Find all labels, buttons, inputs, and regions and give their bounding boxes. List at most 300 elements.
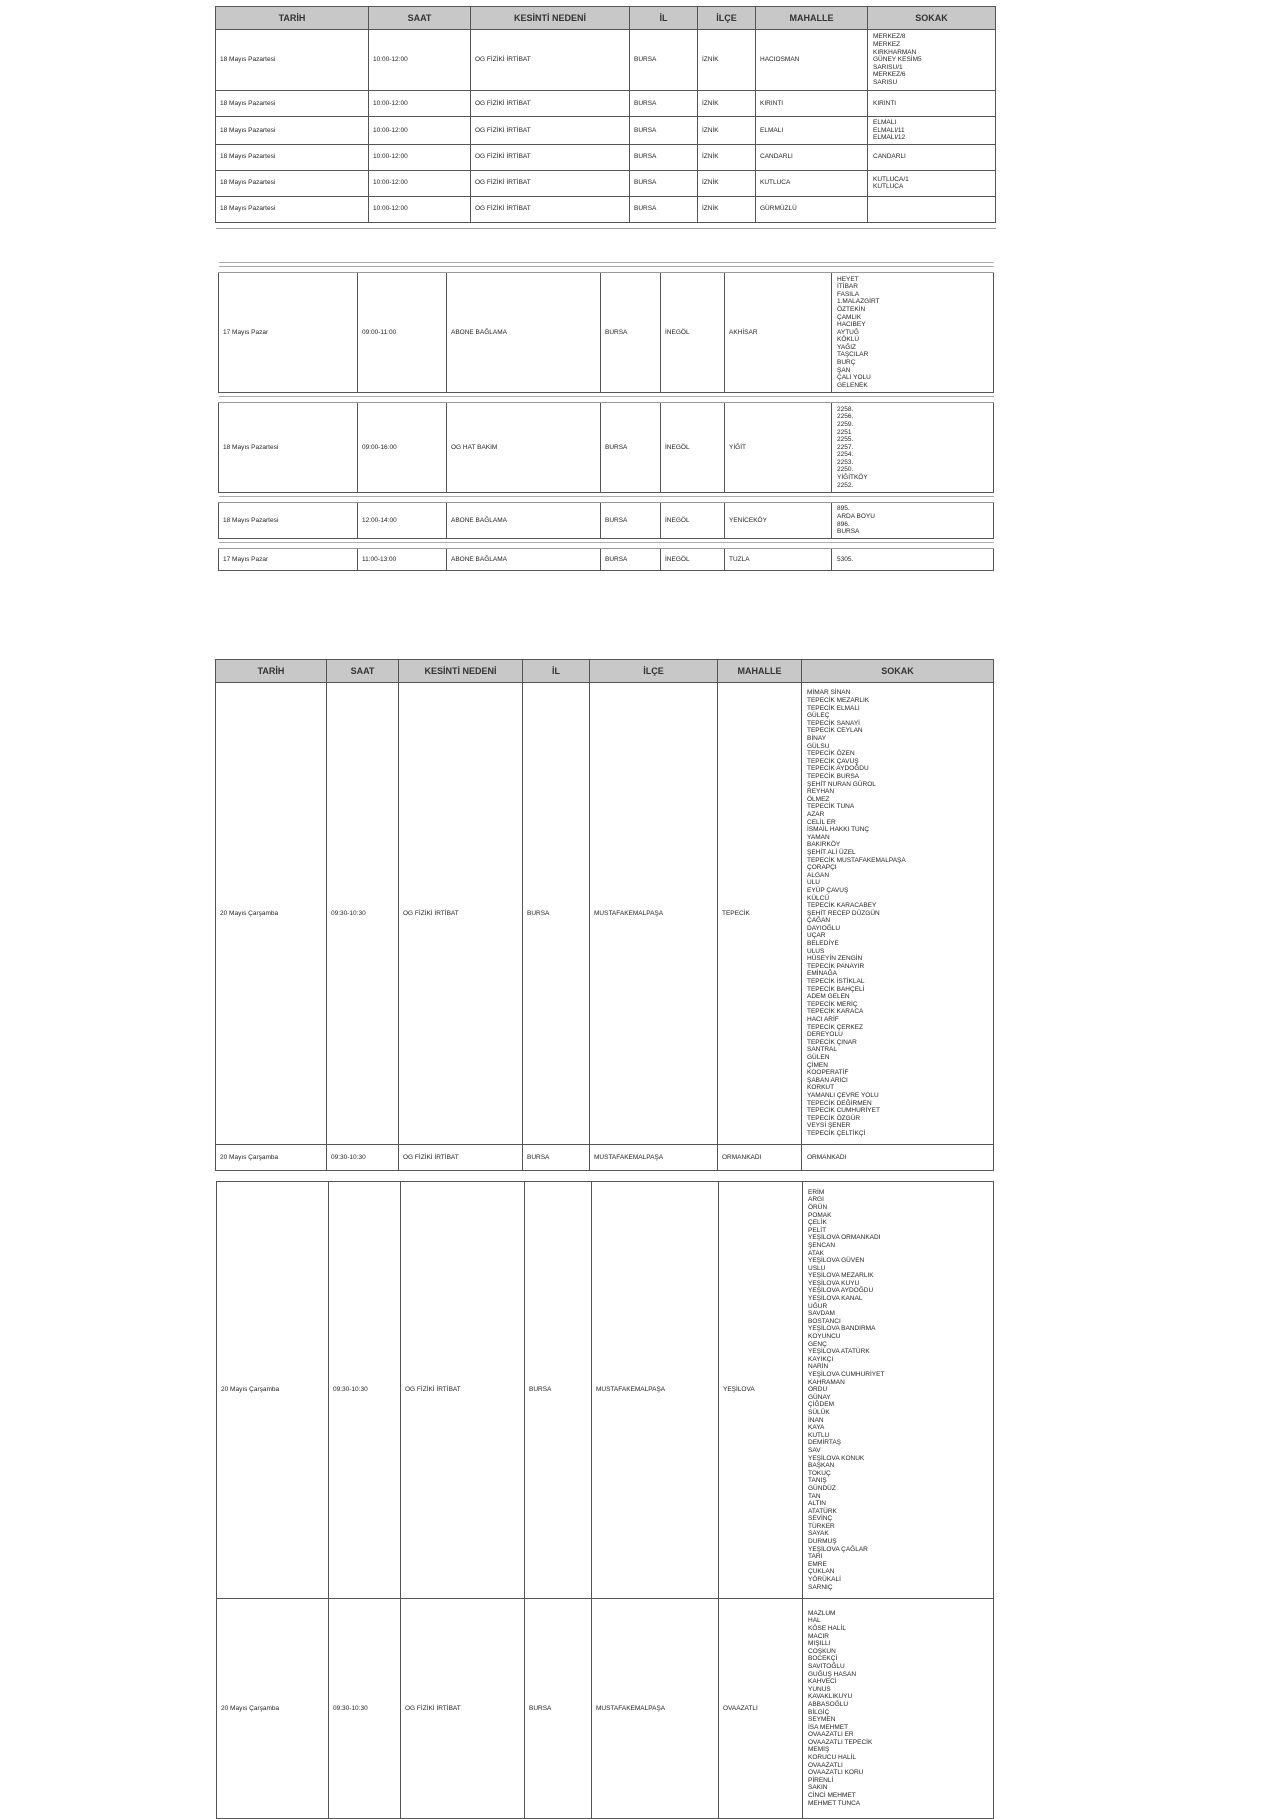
outage-table-2 — [218, 262, 994, 571]
street-name: GÜLSU — [807, 742, 830, 750]
table-row — [216, 117, 996, 145]
street-name: ALGAN — [807, 871, 830, 879]
street-name: KÜLCÜ — [807, 894, 830, 902]
street-name: SARISU/1 — [873, 63, 903, 71]
street-name: BURÇ — [837, 359, 856, 367]
district-cell: MUSTAFAKEMALPAŞA — [592, 1599, 719, 1819]
street-cell — [803, 1182, 994, 1599]
time-cell: 09:00-11:00 — [358, 273, 447, 393]
time-cell: 12:00-14:00 — [358, 503, 447, 539]
street-name: KUTLUCA/1 — [873, 175, 909, 183]
time-cell: 10:00-12:00 — [369, 91, 471, 117]
district-cell: İZNİK — [698, 196, 756, 222]
table-row — [216, 683, 994, 1145]
street-name: ŞEHİT RECEP DÜZGÜN — [807, 909, 880, 917]
street-name: MACIR — [808, 1632, 829, 1640]
street-name: ORDU — [808, 1386, 828, 1394]
time-cell: 10:00-12:00 — [369, 196, 471, 222]
time-cell: 10:00-12:00 — [369, 144, 471, 170]
street-name: GELENEK — [837, 381, 868, 389]
street-name: KOYUNCU — [808, 1333, 841, 1341]
street-name: OVAAZATLI TEPECİK — [808, 1738, 873, 1746]
table-row — [216, 91, 996, 117]
street-cell — [868, 30, 996, 91]
time-cell: 10:00-12:00 — [369, 117, 471, 145]
street-name: MERKEZ/8 — [873, 33, 906, 41]
street-name: 896. — [837, 520, 850, 528]
column-header: İLÇE — [590, 660, 718, 683]
reason-cell: OG HAT BAKIM — [447, 403, 601, 493]
reason-cell: OG FİZİKİ İRTİBAT — [471, 91, 630, 117]
reason-cell: OG FİZİKİ İRTİBAT — [401, 1182, 525, 1599]
street-name: TEPECİK ÖZEN — [807, 750, 855, 758]
province-cell: BURSA — [525, 1182, 592, 1599]
time-cell: 09:30-10:30 — [329, 1182, 401, 1599]
table-row — [216, 170, 996, 196]
street-name: BOSTANCI — [808, 1317, 841, 1325]
street-name: TAN — [808, 1492, 821, 1500]
street-name: HACIBEY — [837, 321, 866, 329]
street-name: CANDARLI — [873, 153, 906, 161]
street-name: 2256. — [837, 413, 854, 421]
reason-cell: OG FİZİKİ İRTİBAT — [471, 170, 630, 196]
district-cell: İZNİK — [698, 170, 756, 196]
district-cell: İNEGÖL — [661, 273, 725, 393]
street-name: ÇİMEN — [807, 1061, 828, 1069]
street-name: 2251 — [837, 428, 852, 436]
street-name: 1.MALAZGİRT — [837, 298, 880, 306]
street-name: BURSA — [837, 528, 860, 536]
street-name: YEŞİLOVA GÜVEN — [808, 1257, 865, 1265]
column-header: SAAT — [327, 660, 399, 683]
street-name: TÜRKER — [808, 1522, 835, 1530]
street-name: YEŞİLOVA CUMHURİYET — [808, 1371, 885, 1379]
street-cell — [832, 403, 994, 493]
street-name: FASILA — [837, 290, 860, 298]
table-row — [219, 273, 994, 393]
street-name: ORMANKADI — [807, 1153, 847, 1161]
street-name: ÇUKLAN — [808, 1568, 835, 1576]
street-name: SAYAK — [808, 1530, 829, 1538]
street-name: HÜSEYİN ZENGİN — [807, 955, 863, 963]
street-name: SEVİNÇ — [808, 1515, 833, 1523]
street-name: 2259. — [837, 420, 854, 428]
street-name: OVAAZATLI — [808, 1761, 843, 1769]
table-row — [216, 1145, 994, 1171]
neighborhood-cell: KUTLUCA — [756, 170, 868, 196]
reason-cell: OG FİZİKİ İRTİBAT — [471, 30, 630, 91]
street-name: ŞABAN ARICI — [807, 1076, 848, 1084]
district-cell: MUSTAFAKEMALPAŞA — [592, 1182, 719, 1599]
street-name: HAL — [808, 1617, 821, 1625]
street-name: AYTUĞ — [837, 328, 859, 336]
street-name: UĞUR — [808, 1302, 828, 1310]
outage-table-1 — [215, 6, 996, 229]
street-name: GÜLEÇ — [807, 712, 830, 720]
neighborhood-cell: YEŞİLOVA — [719, 1182, 803, 1599]
street-name: GÜNDÜZ — [808, 1484, 836, 1492]
district-cell: İNEGÖL — [661, 403, 725, 493]
street-name: EMİNAĞA — [807, 970, 837, 978]
street-name: BİNAY — [807, 735, 827, 743]
street-name: YEŞİLOVA ÇAĞLAR — [808, 1545, 868, 1553]
street-name: DAYIOĞLU — [807, 924, 841, 932]
street-cell — [803, 1599, 994, 1819]
street-name: YEŞİLOVA BANDIRMA — [808, 1325, 876, 1333]
neighborhood-cell: ORMANKADI — [718, 1145, 802, 1171]
street-name: SAKIN — [808, 1784, 828, 1792]
street-name: MIŞILLI — [808, 1640, 831, 1648]
street-name: TEPECİK CUMHURİYET — [807, 1107, 880, 1115]
time-cell: 10:00-12:00 — [369, 170, 471, 196]
street-name: YÖRÜKALİ — [808, 1576, 841, 1584]
table-row — [216, 144, 996, 170]
reason-cell: ABONE BAĞLAMA — [447, 273, 601, 393]
neighborhood-cell: AKHİSAR — [725, 273, 832, 393]
street-name: TEPECİK PANAYIR — [807, 962, 865, 970]
district-cell: İZNİK — [698, 30, 756, 91]
street-name: TEPECİK DEĞİRMEN — [807, 1099, 872, 1107]
time-cell: 09:30-10:30 — [329, 1599, 401, 1819]
date-cell: 18 Mayıs Pazartesi — [216, 170, 369, 196]
street-name: YEŞİLOVA MEZARLIK — [808, 1272, 874, 1280]
street-name: ADEM GELEN — [807, 993, 850, 1001]
street-name: KAYIKÇI — [808, 1355, 834, 1363]
street-name: TEPECİK ÇELTİKÇİ — [807, 1129, 866, 1137]
time-cell: 11:00-13:00 — [358, 549, 447, 571]
reason-cell: OG FİZİKİ İRTİBAT — [471, 117, 630, 145]
street-name: BİLGİÇ — [808, 1708, 830, 1716]
street-name: SÜLÜK — [808, 1408, 830, 1416]
street-name: TEPECİK AYDOĞDU — [807, 765, 869, 773]
street-cell — [868, 91, 996, 117]
province-cell: BURSA — [601, 549, 661, 571]
header-row — [216, 7, 996, 30]
street-name: İSA MEHMET — [808, 1723, 849, 1731]
reason-cell: OG FİZİKİ İRTİBAT — [471, 196, 630, 222]
street-cell — [802, 1145, 994, 1171]
street-name: TEPECİK MEZARLIK — [807, 697, 870, 705]
street-cell — [868, 117, 996, 145]
street-name: PELİT — [808, 1226, 827, 1234]
date-cell: 17 Mayıs Pazar — [219, 273, 358, 393]
street-name: AZAR — [807, 810, 825, 818]
date-cell: 20 Mayıs Çarşamba — [217, 1182, 329, 1599]
date-cell: 18 Mayıs Pazartesi — [216, 144, 369, 170]
street-name: KIRINTI — [873, 99, 897, 107]
street-name: İTİBAR — [837, 283, 858, 291]
neighborhood-cell: OVAAZATLI — [719, 1599, 803, 1819]
street-name: TEPECİK ÖZGÜR — [807, 1114, 861, 1122]
district-cell: İZNİK — [698, 144, 756, 170]
street-name: 2250. — [837, 466, 854, 474]
street-name: MEMİŞ — [808, 1746, 830, 1754]
street-name: ŞAN — [837, 366, 851, 374]
street-name: ULU — [807, 879, 821, 887]
reason-cell: OG FİZİKİ İRTİBAT — [401, 1599, 525, 1819]
street-name: MİMAR SİNAN — [807, 689, 851, 697]
street-name: CELİL ER — [807, 818, 836, 826]
street-name: ATATÜRK — [808, 1507, 837, 1515]
column-header: KESİNTİ NEDENİ — [399, 660, 523, 683]
street-name: TEPECİK CEYLAN — [807, 727, 863, 735]
street-name: YUNUS — [808, 1685, 831, 1693]
neighborhood-cell: YİĞİT — [725, 403, 832, 493]
time-cell: 09:30-10:30 — [327, 1145, 399, 1171]
neighborhood-cell: YENİCEKÖY — [725, 503, 832, 539]
street-name: ALTIN — [808, 1500, 826, 1508]
neighborhood-cell: HACIOSMAN — [756, 30, 868, 91]
street-name: CİNCİ MEHMET — [808, 1792, 856, 1800]
street-name: KAYA — [808, 1424, 825, 1432]
street-name: VEYSİ ŞENER — [807, 1122, 851, 1130]
street-name: 5305. — [837, 555, 854, 563]
street-name: BOCEKÇİ — [808, 1655, 838, 1663]
street-cell — [832, 503, 994, 539]
street-name: BELEDİYE — [807, 940, 839, 948]
column-header: TARİH — [216, 660, 327, 683]
column-header: SOKAK — [802, 660, 994, 683]
street-name: TEPECİK ÇINAR — [807, 1038, 857, 1046]
street-name: TEPECİK ELMALI — [807, 704, 860, 712]
table-row — [219, 403, 994, 493]
street-name: TARI — [808, 1553, 823, 1561]
province-cell: BURSA — [630, 91, 698, 117]
district-cell: İNEGÖL — [661, 503, 725, 539]
reason-cell: OG FİZİKİ İRTİBAT — [399, 683, 523, 1145]
street-name: TEPECİK ÇAVUŞ — [807, 757, 859, 765]
header-row — [216, 660, 994, 683]
street-name: KIRKHARMAN — [873, 48, 917, 56]
street-name: OVAAZATLI ER — [808, 1731, 854, 1739]
street-name: GÜLEN — [807, 1053, 830, 1061]
separator-row — [216, 222, 996, 228]
street-name: ÖRÜN — [808, 1203, 828, 1211]
street-name: KORKUT — [807, 1084, 835, 1092]
street-name: SAVIТOĞLU — [808, 1662, 845, 1670]
district-cell: İZNİK — [698, 117, 756, 145]
street-name: GUĞUŞ HASAN — [808, 1670, 857, 1678]
street-name: TANIŞ — [808, 1477, 827, 1485]
province-cell: BURSA — [630, 117, 698, 145]
street-name: ARGI — [808, 1196, 824, 1204]
street-name: TEPECİK KARACABEY — [807, 902, 877, 910]
street-name: GÜNEY KESİM5 — [873, 56, 922, 64]
street-name: KAVAKLIKUYU — [808, 1693, 853, 1701]
street-cell — [832, 273, 994, 393]
street-name: SAVDAM — [808, 1310, 835, 1318]
street-name: ABBASOĞLU — [808, 1700, 849, 1708]
street-name: REYHAN — [807, 788, 835, 796]
outage-table-4 — [216, 1181, 994, 1819]
street-name: SANTRAL — [807, 1046, 837, 1054]
column-header: İL — [630, 7, 698, 30]
neighborhood-cell: CANDARLI — [756, 144, 868, 170]
province-cell: BURSA — [601, 403, 661, 493]
reason-cell: OG FİZİKİ İRTİBAT — [471, 144, 630, 170]
date-cell: 18 Mayıs Pazartesi — [216, 196, 369, 222]
street-name: OVAAZATLI KORU — [808, 1769, 864, 1777]
time-cell: 09:00-16:00 — [358, 403, 447, 493]
date-cell: 20 Mayıs Çarşamba — [216, 1145, 327, 1171]
street-cell — [832, 549, 994, 571]
street-name: MERKEZ/6 — [873, 71, 906, 79]
street-name: KÖSE HALİL — [808, 1624, 846, 1632]
street-name: TEPECİK İSTİKLAL — [807, 978, 865, 986]
street-name: TEPECİK SANAYİ — [807, 719, 860, 727]
street-name: SARNIÇ — [808, 1583, 833, 1591]
street-name: HACI ARİF — [807, 1016, 839, 1024]
street-name: SAV — [808, 1446, 821, 1454]
table-row — [219, 503, 994, 539]
street-name: NARİN — [808, 1363, 829, 1371]
street-name: YAMAN — [807, 833, 830, 841]
province-cell: BURSA — [525, 1599, 592, 1819]
street-name: BAŞKAN — [808, 1462, 835, 1470]
table-row — [217, 1182, 994, 1599]
street-name: ŞENCAN — [808, 1241, 836, 1249]
province-cell: BURSA — [630, 196, 698, 222]
street-name: YEŞİLOVA KUYU — [808, 1279, 860, 1287]
street-cell — [868, 196, 996, 222]
street-name: YİĞİTKÖY — [837, 474, 868, 482]
date-cell: 20 Mayıs Çarşamba — [217, 1599, 329, 1819]
neighborhood-cell: TUZLA — [725, 549, 832, 571]
street-name: KAHVECİ — [808, 1678, 837, 1686]
street-name: İNAN — [808, 1416, 824, 1424]
street-name: ÖZTEKİN — [837, 305, 866, 313]
street-name: TOKUÇ — [808, 1469, 831, 1477]
street-name: PİRENLİ — [808, 1776, 834, 1784]
time-cell: 10:00-12:00 — [369, 30, 471, 91]
reason-cell: ABONE BAĞLAMA — [447, 503, 601, 539]
street-name: YAMANLI ÇEVRE YOLU — [807, 1091, 879, 1099]
street-name: EMRE — [808, 1560, 827, 1568]
outage-table-3 — [215, 659, 994, 1171]
street-name: 2255. — [837, 436, 854, 444]
street-cell — [802, 683, 994, 1145]
street-name: EYÜP ÇAVUŞ — [807, 886, 849, 894]
district-cell: İZNİK — [698, 91, 756, 117]
column-header: MAHALLE — [718, 660, 802, 683]
street-name: COŞKUN — [808, 1647, 836, 1655]
street-name: 2252. — [837, 481, 854, 489]
street-name: YEŞİLOVA KONUK — [808, 1454, 865, 1462]
street-name: MEHMET TUNCA — [808, 1799, 861, 1807]
district-cell: MUSTAFAKEMALPAŞA — [590, 1145, 718, 1171]
street-name: TEPECİK BURSA — [807, 773, 860, 781]
street-name: ERİM — [808, 1188, 825, 1196]
street-name: 2257. — [837, 443, 854, 451]
province-cell: BURSA — [630, 170, 698, 196]
street-name: KAHRAMAN — [808, 1378, 845, 1386]
date-cell: 18 Mayıs Pazartesi — [219, 403, 358, 493]
street-name: 2258. — [837, 405, 854, 413]
street-name: TAŞCILAR — [837, 351, 869, 359]
street-name: ELMALI/11 — [873, 126, 905, 134]
street-name: 2253. — [837, 458, 854, 466]
street-name: GENÇ — [808, 1340, 827, 1348]
street-name: YEŞİLOVA ORMANKADI — [808, 1234, 881, 1242]
date-cell: 18 Mayıs Pazartesi — [216, 30, 369, 91]
neighborhood-cell: KIRINTI — [756, 91, 868, 117]
street-name: ELMALI/12 — [873, 134, 906, 142]
table-row — [219, 549, 994, 571]
street-name: ÇORAPÇI — [807, 864, 837, 872]
date-cell: 18 Mayıs Pazartesi — [216, 117, 369, 145]
street-name: HEYET — [837, 275, 859, 283]
street-name: KÖKLÜ — [837, 336, 860, 344]
street-name: ELMALI — [873, 119, 897, 126]
neighborhood-cell: TEPECİK — [718, 683, 802, 1145]
street-name: MAZLUM — [808, 1609, 836, 1617]
column-header: TARİH — [216, 7, 369, 30]
column-header: İLÇE — [698, 7, 756, 30]
street-name: KUTLUCA — [873, 183, 904, 191]
street-name: 2254. — [837, 451, 854, 459]
street-name: TEPECİK TUNA — [807, 803, 855, 811]
date-cell: 17 Mayıs Pazar — [219, 549, 358, 571]
street-cell — [868, 144, 996, 170]
street-name: KORUCU HALİL — [808, 1754, 857, 1762]
province-cell: BURSA — [523, 683, 590, 1145]
street-name: ARDA BOYU — [837, 512, 875, 520]
table-row — [217, 1599, 994, 1819]
street-name: YEŞİLOVA KANAL — [808, 1295, 863, 1303]
street-name: SARISU — [873, 78, 898, 86]
street-name: TEPECİK KARACA — [807, 1008, 864, 1016]
street-name: ÇİĞDEM — [808, 1401, 834, 1409]
street-name: GÜNAY — [808, 1393, 831, 1401]
column-header: İL — [523, 660, 590, 683]
street-name: TEPECİK MUSTAFAKEMALPAŞA — [807, 856, 906, 864]
street-name: DEREYOLU — [807, 1031, 843, 1039]
street-name: DURMUŞ — [808, 1538, 837, 1546]
column-header: SAAT — [369, 7, 471, 30]
province-cell: BURSA — [630, 30, 698, 91]
street-name: ŞEHİT ALİ ÜZEL — [807, 848, 856, 856]
street-name: KUTLU — [808, 1431, 830, 1439]
street-name: ÇAĞAN — [807, 917, 831, 925]
street-name: TEPECİK BAHÇELİ — [807, 985, 865, 993]
street-name: TEPECİK ÇERKEZ — [807, 1023, 863, 1031]
street-name: DEMİRTAŞ — [808, 1439, 841, 1447]
street-name: UÇAR — [807, 932, 826, 940]
date-cell: 20 Mayıs Çarşamba — [216, 683, 327, 1145]
street-name: YEŞİLOVA AYDOĞDU — [808, 1287, 874, 1295]
street-name: SEYMEN — [808, 1716, 836, 1724]
column-header: KESİNTİ NEDENİ — [471, 7, 630, 30]
date-cell: 18 Mayıs Pazartesi — [216, 91, 369, 117]
column-header: MAHALLE — [756, 7, 868, 30]
street-cell — [868, 170, 996, 196]
reason-cell: OG FİZİKİ İRTİBAT — [399, 1145, 523, 1171]
province-cell: BURSA — [523, 1145, 590, 1171]
province-cell: BURSA — [630, 144, 698, 170]
street-name: USLU — [808, 1264, 826, 1272]
province-cell: BURSA — [601, 273, 661, 393]
district-cell: İNEGÖL — [661, 549, 725, 571]
table-row — [216, 30, 996, 91]
column-header: SOKAK — [868, 7, 996, 30]
street-name: TEPECİK MERİÇ — [807, 1000, 858, 1008]
street-name: ÇAMLIK — [837, 313, 862, 321]
street-name: ÇALI YOLU — [837, 374, 871, 382]
street-name: POMAK — [808, 1211, 832, 1219]
street-name: 895. — [837, 505, 850, 513]
street-name: YAĞIZ — [837, 343, 857, 351]
street-name: ATAK — [808, 1249, 825, 1257]
